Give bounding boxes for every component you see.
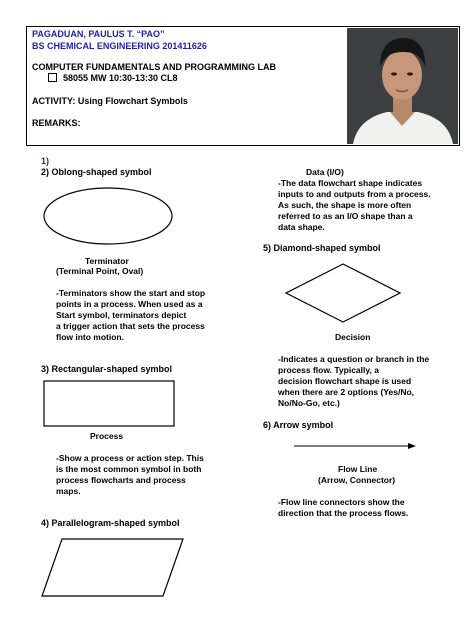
- diamond-decision-shape: [284, 262, 402, 324]
- terminator-desc-4: a trigger action that sets the process: [56, 321, 205, 331]
- data-desc-3: As such, the shape is more often: [278, 200, 412, 210]
- data-desc-4: referred to as an I/O shape than a: [278, 211, 413, 221]
- remarks-label: REMARKS:: [32, 118, 81, 128]
- decision-desc-1: -Indicates a question or branch in the: [278, 354, 430, 364]
- decision-desc-2: process flow. Typically, a: [278, 365, 379, 375]
- process-label: Process: [90, 431, 124, 441]
- arrow-heading: 6) Arrow symbol: [263, 420, 334, 430]
- item-1-label: 1): [41, 156, 50, 166]
- process-desc-4: maps.: [56, 486, 81, 496]
- terminator-desc-2: points in a process. When used as a: [56, 299, 203, 309]
- decision-desc-5: No/No-Go, etc.): [278, 398, 340, 408]
- flowline-desc-1: -Flow line connectors show the: [278, 497, 405, 507]
- rect-heading: 3) Rectangular-shaped symbol: [41, 364, 173, 374]
- decision-desc-4: when there are 2 options (Yes/No,: [278, 387, 415, 397]
- data-desc-5: data shape.: [278, 222, 325, 232]
- checkbox-icon: [48, 73, 57, 82]
- process-desc-3: process flowcharts and process: [56, 475, 186, 485]
- flow-line-arrow-icon: [292, 440, 418, 452]
- flowline-label: Flow Line: [338, 464, 378, 474]
- oblong-heading: 2) Oblong-shaped symbol: [41, 167, 152, 177]
- terminator-sublabel: (Terminal Point, Oval): [56, 266, 144, 276]
- decision-desc-3: decision flowchart shape is used: [278, 376, 412, 386]
- decision-label: Decision: [335, 332, 371, 342]
- flowline-desc-2: direction that the process flows.: [278, 508, 409, 518]
- student-name: PAGADUAN, PAULUS T. “PAO”: [32, 29, 165, 39]
- data-desc-1: -The data flowchart shape indicates: [278, 178, 423, 188]
- oval-terminator-shape: [42, 186, 174, 246]
- course-title: COMPUTER FUNDAMENTALS AND PROGRAMMING LAB: [32, 62, 276, 72]
- parallelogram-data-shape: [40, 537, 186, 599]
- process-desc-1: -Show a process or action step. This: [56, 453, 204, 463]
- parallelogram-heading: 4) Parallelogram-shaped symbol: [41, 518, 180, 528]
- diamond-heading: 5) Diamond-shaped symbol: [263, 243, 381, 253]
- program-id: BS CHEMICAL ENGINEERING 201411626: [32, 41, 207, 51]
- terminator-desc-3: Start symbol, terminators depict: [56, 310, 187, 320]
- process-desc-2: is the most common symbol in both: [56, 464, 202, 474]
- flowline-sublabel: (Arrow, Connector): [318, 475, 396, 485]
- data-desc-2: inputs to and outputs from a process.: [278, 189, 431, 199]
- rectangle-process-shape: [42, 379, 176, 429]
- terminator-label: Terminator: [85, 256, 129, 266]
- data-io-label: Data (I/O): [306, 167, 344, 177]
- schedule-line: [48, 73, 178, 84]
- schedule-text: 58055 MW 10:30-13:30 CL8: [63, 73, 178, 83]
- terminator-desc-1: -Terminators show the start and stop: [56, 288, 206, 298]
- portrait-image: [347, 28, 458, 144]
- terminator-desc-5: flow into motion.: [56, 332, 124, 342]
- student-photo: [347, 28, 458, 144]
- activity-line: ACTIVITY: Using Flowchart Symbols: [32, 96, 188, 106]
